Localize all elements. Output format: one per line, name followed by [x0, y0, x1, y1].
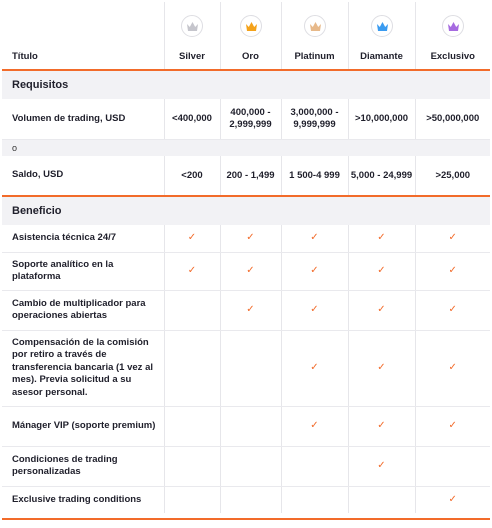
check-icon: ✓ — [310, 419, 319, 431]
benefit-label: Cambio de multiplicador para operaciones abiertas — [2, 290, 164, 330]
benefit-cell — [220, 330, 281, 406]
check-icon: ✓ — [377, 264, 386, 276]
check-icon: ✓ — [246, 232, 255, 243]
tier-name: Silver — [179, 51, 205, 63]
check-icon: ✓ — [187, 264, 197, 276]
row-value: >50,000,000 — [415, 99, 490, 139]
benefit-label: Compensación de la comisión por retiro a través de transferencia bancaria (1 vez al mes). Previa solicitud a su asesor personal. — [2, 330, 164, 406]
tier-header-silver — [164, 2, 220, 70]
table-bottom-border — [2, 518, 490, 520]
title-column-header: Título — [12, 50, 38, 62]
row-value: 400,000 - 2,999,999 — [220, 99, 281, 139]
table-row — [2, 252, 490, 290]
exclusive-crown-icon — [442, 15, 464, 37]
benefit-cell — [415, 290, 490, 330]
benefit-cell — [164, 406, 220, 446]
benefit-cell — [220, 252, 281, 290]
tier-comparison-table — [2, 2, 490, 513]
tier-name: Platinum — [294, 51, 335, 63]
benefit-cell — [164, 225, 220, 252]
benefit-cell — [281, 406, 348, 446]
check-icon: ✓ — [448, 361, 457, 373]
benefit-label: Condiciones de trading personalizadas — [2, 446, 164, 486]
benefit-cell — [220, 225, 281, 252]
benefit-cell — [164, 252, 220, 290]
benefit-cell — [220, 290, 281, 330]
row-value: 3,000,000 - 9,999,999 — [281, 99, 348, 139]
benefit-cell — [281, 252, 348, 290]
section-title: Beneficio — [2, 196, 490, 225]
benefit-cell — [415, 252, 490, 290]
benefit-cell — [348, 225, 415, 252]
tier-header-oro — [220, 2, 281, 70]
check-icon: ✓ — [246, 303, 255, 315]
table-row — [2, 406, 490, 446]
gold-crown-icon — [240, 15, 262, 37]
separator-text: o — [2, 139, 490, 156]
benefit-cell — [281, 486, 348, 513]
check-icon: ✓ — [187, 232, 197, 243]
benefit-cell — [348, 330, 415, 406]
benefit-cell — [220, 446, 281, 486]
check-icon: ✓ — [448, 419, 457, 431]
benefit-cell — [164, 330, 220, 406]
benefit-cell — [348, 486, 415, 513]
table-row-volume — [2, 99, 490, 139]
section-beneficio — [2, 196, 490, 225]
benefit-cell — [281, 290, 348, 330]
platinum-crown-icon — [304, 15, 326, 37]
silver-crown-icon — [181, 15, 203, 37]
check-icon: ✓ — [246, 264, 255, 276]
table-row-balance — [2, 156, 490, 196]
benefit-cell — [220, 486, 281, 513]
separator-row — [2, 139, 490, 156]
row-value: 1 500-4 999 — [281, 156, 348, 196]
table-row — [2, 486, 490, 513]
benefit-cell — [164, 486, 220, 513]
benefit-label: Mánager VIP (soporte premium) — [2, 406, 164, 446]
row-value: >10,000,000 — [348, 99, 415, 139]
table-row — [2, 330, 490, 406]
row-value: 200 - 1,499 — [220, 156, 281, 196]
benefit-cell — [220, 406, 281, 446]
check-icon: ✓ — [310, 303, 319, 315]
check-icon: ✓ — [448, 493, 457, 505]
benefit-cell — [281, 446, 348, 486]
check-icon: ✓ — [448, 303, 457, 315]
check-icon: ✓ — [377, 419, 386, 431]
benefit-cell — [281, 330, 348, 406]
check-icon: ✓ — [310, 232, 319, 243]
check-icon: ✓ — [310, 361, 319, 373]
table-header-row — [2, 2, 490, 70]
tier-header-diamante — [348, 2, 415, 70]
tier-name: Exclusivo — [430, 51, 475, 63]
check-icon: ✓ — [377, 361, 386, 373]
check-icon: ✓ — [448, 264, 457, 276]
table-row — [2, 225, 490, 252]
benefit-label: Asistencia técnica 24/7 — [2, 225, 164, 252]
row-value: >25,000 — [415, 156, 490, 196]
row-value: <400,000 — [164, 99, 220, 139]
benefit-cell — [348, 446, 415, 486]
benefit-cell — [415, 486, 490, 513]
benefit-cell — [415, 225, 490, 252]
benefit-label: Exclusive trading conditions — [12, 493, 142, 505]
benefit-cell — [415, 406, 490, 446]
check-icon: ✓ — [310, 264, 319, 276]
tier-header-platinum — [281, 2, 348, 70]
benefit-cell — [164, 290, 220, 330]
check-icon: ✓ — [377, 303, 386, 315]
benefit-cell — [164, 446, 220, 486]
section-title: Requisitos — [2, 70, 490, 99]
diamond-crown-icon — [371, 15, 393, 37]
section-requisitos — [2, 70, 490, 99]
benefit-label: Soporte analítico en la plataforma — [2, 252, 164, 290]
row-value: <200 — [164, 156, 220, 196]
check-icon: ✓ — [448, 232, 457, 243]
benefit-cell — [415, 446, 490, 486]
benefit-cell — [348, 290, 415, 330]
tier-name: Oro — [242, 51, 259, 63]
row-label: Volumen de trading, USD — [2, 99, 164, 139]
tier-name: Diamante — [360, 51, 403, 63]
table-row — [2, 446, 490, 486]
benefit-cell — [281, 225, 348, 252]
row-label: Saldo, USD — [2, 156, 164, 196]
benefit-cell — [348, 252, 415, 290]
table-row — [2, 290, 490, 330]
tier-header-exclusivo — [415, 2, 490, 70]
row-value: 5,000 - 24,999 — [348, 156, 415, 196]
check-icon: ✓ — [377, 232, 386, 243]
benefit-cell — [348, 406, 415, 446]
benefit-cell — [415, 330, 490, 406]
check-icon: ✓ — [377, 459, 386, 471]
